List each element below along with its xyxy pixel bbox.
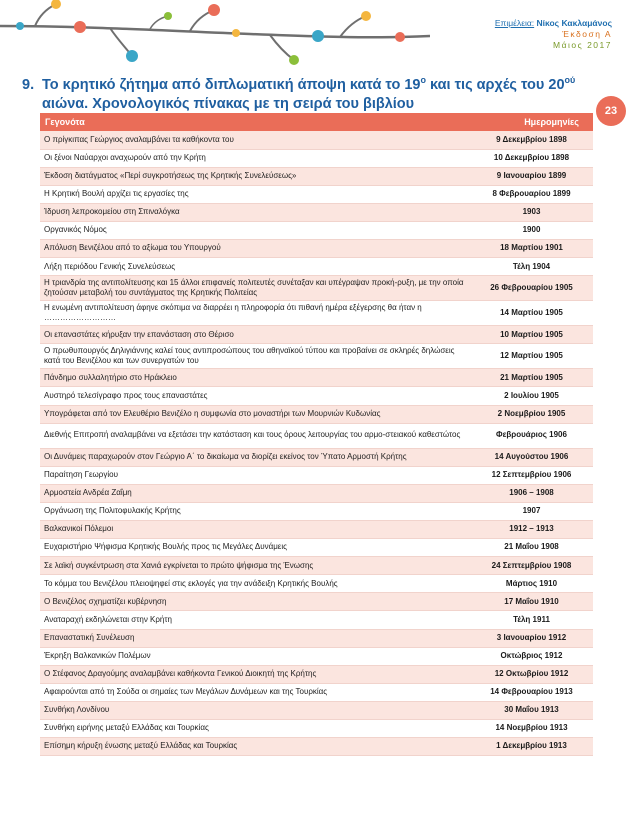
title-sup-1: ο bbox=[420, 75, 426, 86]
date-cell: 14 Μαρτίου 1905 bbox=[470, 301, 593, 326]
table-row bbox=[40, 738, 593, 756]
date-cell: 17 Μαΐου 1910 bbox=[470, 593, 593, 611]
date-cell: 26 Φεβρουαρίου 1905 bbox=[470, 276, 593, 301]
table-row bbox=[40, 557, 593, 575]
table-row bbox=[40, 405, 593, 423]
event-cell: Επαναστατική Συνέλευση bbox=[40, 629, 470, 647]
date-cell: 12 Μαρτίου 1905 bbox=[470, 344, 593, 369]
date-cell: 14 Αυγούστου 1906 bbox=[470, 448, 593, 466]
title-line-2: αιώνα. Χρονολογικός πίνακας με τη σειρά του βιβλίου bbox=[42, 96, 415, 112]
title-sup-2: ού bbox=[564, 75, 576, 86]
date-cell: 1906 – 1908 bbox=[470, 484, 593, 502]
table-row bbox=[40, 665, 593, 683]
date-cell: 2 Νοεμβρίου 1905 bbox=[470, 405, 593, 423]
event-cell: Διεθνής Επιτροπή αναλαμβάνει να εξετάσει την κατάσταση και τους όρους λειτουργίας του αρμο-στειακού καθεστώτος bbox=[40, 423, 470, 448]
table-header-row bbox=[40, 113, 593, 131]
publication-date: Μάιος 2017 bbox=[553, 40, 612, 50]
event-cell: Το κόμμα του Βενιζέλου πλειοψηφεί στις εκλογές για την ανάδειξη Κρητικής Βουλής bbox=[40, 575, 470, 593]
editor-name: Νίκος Κακλαμάνος bbox=[536, 18, 612, 28]
date-cell: 12 Σεπτεμβρίου 1906 bbox=[470, 466, 593, 484]
date-cell: 21 Μαΐου 1908 bbox=[470, 539, 593, 557]
date-cell: 14 Νοεμβρίου 1913 bbox=[470, 720, 593, 738]
event-cell: Αναταραχή εκδηλώνεται στην Κρήτη bbox=[40, 611, 470, 629]
table-row bbox=[40, 185, 593, 203]
event-cell: Οι επαναστάτες κήρυξαν την επανάσταση στο Θέρισο bbox=[40, 326, 470, 344]
date-cell: 10 Μαρτίου 1905 bbox=[470, 326, 593, 344]
event-cell: Ο Βενιζέλος σχηματίζει κυβέρνηση bbox=[40, 593, 470, 611]
event-cell: Υπογράφεται από τον Ελευθέριο Βενιζέλο η συμφωνία στο μοναστήρι των Μουρνιών Κυδωνίας bbox=[40, 405, 470, 423]
event-cell: Έκρηξη Βαλκανικών Πολέμων bbox=[40, 647, 470, 665]
section-number: 9. bbox=[22, 77, 35, 93]
event-cell: Απόλυση Βενιζέλου από το αξίωμα του Υπουργού bbox=[40, 240, 470, 258]
table-row bbox=[40, 466, 593, 484]
date-cell: 2 Ιουλίου 1905 bbox=[470, 387, 593, 405]
table-row bbox=[40, 539, 593, 557]
event-cell: Έκδοση διατάγματος «Περί συγκροτήσεως της Κρητικής Συνελεύσεως» bbox=[40, 167, 470, 185]
table-row bbox=[40, 221, 593, 239]
event-cell: Λήξη περιόδου Γενικής Συνελεύσεως bbox=[40, 258, 470, 276]
date-cell: 14 Φεβρουαρίου 1913 bbox=[470, 683, 593, 701]
event-cell: Σε λαϊκή συγκέντρωση στα Χανιά εγκρίνεται το πρώτο ψήφισμα της Ένωσης bbox=[40, 557, 470, 575]
event-cell: Ευχαριστήριο Ψήφισμα Κρητικής Βουλής προς τις Μεγάλες Δυνάμεις bbox=[40, 539, 470, 557]
date-cell: 1907 bbox=[470, 502, 593, 520]
table-row bbox=[40, 647, 593, 665]
event-cell: Οργάνωση της Πολιτοφυλακής Κρήτης bbox=[40, 502, 470, 520]
event-cell: Η τριανδρία της αντιπολίτευσης και 15 άλλοι επιφανείς πολιτευτές συνέταξαν και υπέγραψαν προκή-ρυξη, με την οποία ζητούσαν μεταβολή του συντάγματος της Κρητικής Πολιτείας bbox=[40, 276, 470, 301]
event-cell: Ίδρυση λεπροκομείου στη Σπιναλόγκα bbox=[40, 203, 470, 221]
date-cell: 10 Δεκεμβρίου 1898 bbox=[470, 149, 593, 167]
editor-line bbox=[495, 18, 612, 29]
chronology-table bbox=[40, 113, 593, 756]
date-cell: 21 Μαρτίου 1905 bbox=[470, 369, 593, 387]
date-cell: 1900 bbox=[470, 221, 593, 239]
table-row bbox=[40, 575, 593, 593]
table-row bbox=[40, 593, 593, 611]
table-row bbox=[40, 387, 593, 405]
events-column-header: Γεγονότα bbox=[40, 113, 470, 131]
editor-info bbox=[495, 18, 612, 51]
event-cell: Βαλκανικοί Πόλεμοι bbox=[40, 521, 470, 539]
table-row bbox=[40, 326, 593, 344]
dates-column-header: Ημερομηνίες bbox=[470, 113, 593, 131]
table-row bbox=[40, 611, 593, 629]
event-cell: Η ενωμένη αντιπολίτευση άφηνε σκόπιμα να διαρρέει η πληροφορία ότι πιθανή ημέρα εξέγερσης θα ήταν η ……………………… bbox=[40, 301, 470, 326]
table-row bbox=[40, 423, 593, 448]
table-row bbox=[40, 502, 593, 520]
edition: Έκδοση Α bbox=[562, 29, 612, 39]
date-cell: Μάρτιος 1910 bbox=[470, 575, 593, 593]
event-cell: Ο Στέφανος Δραγούμης αναλαμβάνει καθήκοντα Γενικού Διοικητή της Κρήτης bbox=[40, 665, 470, 683]
table-row bbox=[40, 369, 593, 387]
table-row bbox=[40, 258, 593, 276]
event-cell: Αρμοστεία Ανδρέα Ζαΐμη bbox=[40, 484, 470, 502]
event-cell: Επίσημη κήρυξη ένωσης μεταξύ Ελλάδας και Τουρκίας bbox=[40, 738, 470, 756]
date-cell: 12 Οκτωβρίου 1912 bbox=[470, 665, 593, 683]
decorative-branch bbox=[0, 0, 430, 70]
date-cell: 1 Δεκεμβρίου 1913 bbox=[470, 738, 593, 756]
table-row bbox=[40, 344, 593, 369]
title-part-2: και τις αρχές του 20 bbox=[425, 77, 565, 93]
date-cell: 1903 bbox=[470, 203, 593, 221]
table-row bbox=[40, 240, 593, 258]
table-row bbox=[40, 131, 593, 149]
event-cell: Παραίτηση Γεωργίου bbox=[40, 466, 470, 484]
event-cell: Αφαιρούνται από τη Σούδα οι σημαίες των Μεγάλων Δυνάμεων και της Τουρκίας bbox=[40, 683, 470, 701]
event-cell: Οργανικός Νόμος bbox=[40, 221, 470, 239]
table-row bbox=[40, 276, 593, 301]
event-cell: Πάνδημο συλλαλητήριο στο Ηράκλειο bbox=[40, 369, 470, 387]
event-cell: Συνθήκη ειρήνης μεταξύ Ελλάδας και Τουρκίας bbox=[40, 720, 470, 738]
editor-label: Επιμέλεια: bbox=[494, 18, 535, 28]
title-part-1: Το κρητικό ζήτημα από διπλωματική άποψη κατά το 19 bbox=[42, 77, 421, 93]
date-cell: 24 Σεπτεμβρίου 1908 bbox=[470, 557, 593, 575]
date-cell: 8 Φεβρουαρίου 1899 bbox=[470, 185, 593, 203]
table-row bbox=[40, 629, 593, 647]
table-row bbox=[40, 521, 593, 539]
page-number: 23 bbox=[596, 96, 626, 126]
table-row bbox=[40, 203, 593, 221]
date-cell: 1912 – 1913 bbox=[470, 521, 593, 539]
date-cell: Τέλη 1904 bbox=[470, 258, 593, 276]
date-cell: Φεβρουάριος 1906 bbox=[470, 423, 593, 448]
table-row bbox=[40, 301, 593, 326]
date-cell: 9 Δεκεμβρίου 1898 bbox=[470, 131, 593, 149]
date-cell: 18 Μαρτίου 1901 bbox=[470, 240, 593, 258]
table-row bbox=[40, 167, 593, 185]
table-row bbox=[40, 720, 593, 738]
date-cell: 3 Ιανουαρίου 1912 bbox=[470, 629, 593, 647]
date-cell: Οκτώβριος 1912 bbox=[470, 647, 593, 665]
event-cell: Ο πρωθυπουργός Δηλιγιάννης καλεί τους αντιπροσώπους του αθηναϊκού τύπου και προβαίνει σε σκληρές δηλώσεις κατά του Βενιζέλου και των συνεργατών του bbox=[40, 344, 470, 369]
event-cell: Ο πρίγκιπας Γεώργιος αναλαμβάνει τα καθήκοντα του bbox=[40, 131, 470, 149]
table-row bbox=[40, 448, 593, 466]
table-row bbox=[40, 149, 593, 167]
date-cell: 9 Ιανουαρίου 1899 bbox=[470, 167, 593, 185]
event-cell: Οι ξένοι Ναύαρχοι αναχωρούν από την Κρήτη bbox=[40, 149, 470, 167]
event-cell: Η Κρητική Βουλή αρχίζει τις εργασίες της bbox=[40, 185, 470, 203]
event-cell: Συνθήκη Λονδίνου bbox=[40, 701, 470, 719]
date-cell: Τέλη 1911 bbox=[470, 611, 593, 629]
event-cell: Οι Δυνάμεις παραχωρούν στον Γεώργιο Α΄ το δικαίωμα να διορίζει εκείνος τον Ύπατο Αρμοστή Κρήτης bbox=[40, 448, 470, 466]
table-row bbox=[40, 683, 593, 701]
table-body bbox=[40, 131, 593, 756]
section-title bbox=[22, 76, 602, 114]
event-cell: Αυστηρό τελεσίγραφο προς τους επαναστάτες bbox=[40, 387, 470, 405]
table-row bbox=[40, 484, 593, 502]
date-cell: 30 Μαΐου 1913 bbox=[470, 701, 593, 719]
table-row bbox=[40, 701, 593, 719]
